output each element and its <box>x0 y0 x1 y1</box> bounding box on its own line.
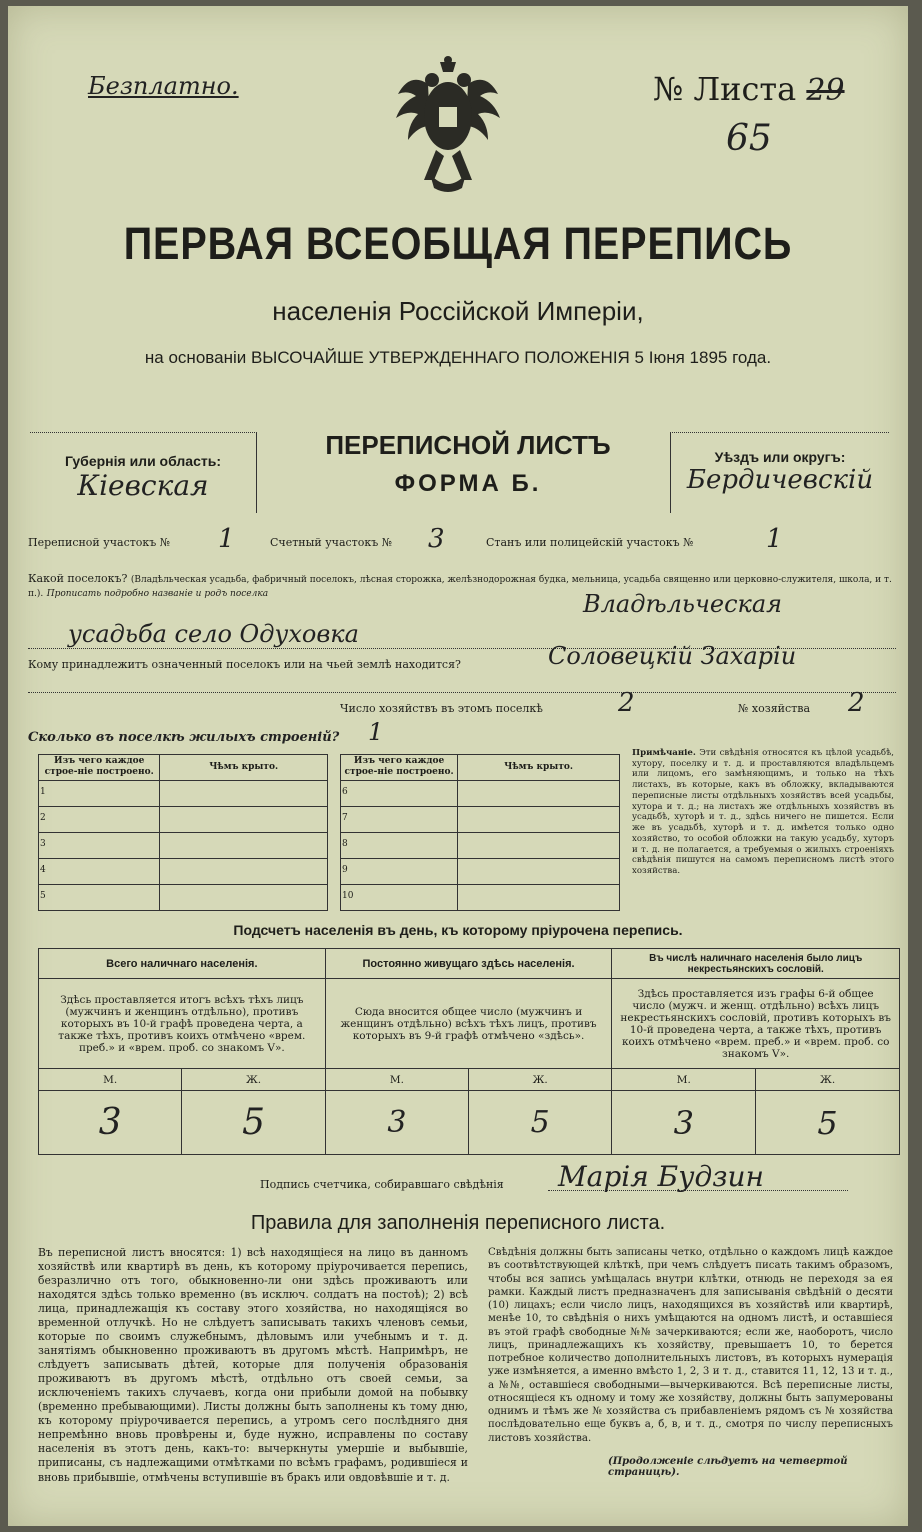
sheet-number-struck: 29 <box>806 73 845 108</box>
settlement-label: Какой поселокъ? <box>28 572 128 585</box>
population-nonpeasant-desc: Здѣсь проставляется изъ графы 6-й общее число (мужч. и женщ. отдѣльно) всѣхъ лицъ некрестьянскихъ сословій, противъ которыхъ въ 10-й проведена черта, а также тѣхъ, противъ коихъ отмѣчено «врем. преб.» и «врем. проб. со знакомъ V». <box>612 979 900 1069</box>
resident-female-count: 5 <box>469 1091 612 1155</box>
nonpeasant-female-count: 5 <box>756 1091 900 1155</box>
buildings-col-roof: Чѣмъ крыто. <box>160 755 328 781</box>
page-subtitle: населенія Россійской Имперіи, <box>272 296 644 326</box>
census-area-value: 1 <box>218 524 235 554</box>
province-box <box>30 432 257 513</box>
owner-line <box>28 692 896 693</box>
province-label: Губернія или область: <box>64 453 222 469</box>
rules-continued: (Продолженіе слѣдуетъ на четвертой страницѣ). <box>608 1456 848 1478</box>
note-title: Примѣчаніе. <box>632 748 696 758</box>
settlement-value-2: усадьба село Одуховка <box>68 620 359 648</box>
double-headed-eagle-emblem-icon <box>388 54 508 204</box>
total-male-count: 3 <box>39 1091 182 1155</box>
total-female-count: 5 <box>182 1091 325 1155</box>
buildings-table-left <box>38 754 328 911</box>
buildings-col-roof: Чѣмъ крыто. <box>458 755 620 781</box>
buildings-row-number: 2 <box>39 806 160 832</box>
buildings-row-number: 7 <box>341 806 458 832</box>
population-resident-title: Постоянно живущаго здѣсь населенія. <box>325 949 612 979</box>
rules-left-text: Въ переписной листъ вносятся: 1) всѣ находящіеся на лицо въ данномъ хозяйствѣ или квартирѣ въ день, къ которому пріурочивается перепись, безразлично отъ того, обыкновенно-ли они здѣсь проживаютъ или находятся здѣсь только временно (въ исключ. солдатъ на постоѣ); 2) всѣ лица, принадлежащія къ составу этого хозяйства, но находящіяся во временной отлучкѣ. Но не слѣдуетъ записывать такихъ членовъ семьи, которые по своимъ служебнымъ, дѣловымъ или учебнымъ и т. д. занятіямъ обыкновенно проживаютъ въ другомъ мѣстѣ. Напримѣръ, не слѣдуетъ записывать дѣтей, которые для полученія образованія проживаютъ въ другомъ мѣстѣ, отдѣльно отъ своей семьи, за исключеніемъ такихъ случаевъ, когда они прибыли домой на побывку (временно пребывающими). Листы должны быть заполнены къ тому дню, къ которому пріурочивается перепись, а утромъ сего послѣдняго дня непремѣнно вновь провѣрены и, буде нужно, исправлены по составу населенія въ этотъ день, какъ-то: вычеркнуты умершіе и выбывшіе, приписаны, съ надлежащими отмѣтками по всѣмъ графамъ, родившіеся и вновь прибывшіе, отмѣчены вступившіе въ бракъ или овдовѣвшіе и т. д. <box>38 1246 468 1484</box>
household-no-label: № хозяйства <box>738 702 810 715</box>
rules-title: Правила для заполненія переписного листа. <box>250 1212 666 1234</box>
district-box <box>670 432 889 513</box>
buildings-row-number: 1 <box>39 780 160 806</box>
owner-label: Кому принадлежитъ означенный поселокъ или на чьей землѣ находится? <box>28 658 461 671</box>
buildings-row-number: 6 <box>341 780 458 806</box>
buildings-row-number: 4 <box>39 858 160 884</box>
note <box>632 748 894 877</box>
police-area-label: Станъ или полицейскій участокъ № <box>486 536 694 549</box>
sheet-number <box>653 70 845 108</box>
note-text: Эти свѣдѣнія относятся къ цѣлой усадьбѣ, хутору, поселку и т. д. и проставляются владѣльцемъ или лицомъ, его замѣняющимъ, и только на тѣхъ листахъ, въ которые, какъ въ обложку, вкладываются переписные листы отдѣльныхъ хозяйствъ всей усадьбы, хутора и т. д.; на листахъ же отдѣльныхъ хозяйствъ въ усадьбѣ, хуторѣ и т. д., здѣсь ничего не пишется. Если же въ усадьбѣ, хуторѣ и т. д. имѣется только одно хозяйство, то особой обложки на такую усадьбу, хуторъ и т. д. не полагается, а требуемыя о жилыхъ строеніяхъ свѣдѣнія пишутся на самомъ переписномъ листѣ этого хозяйства. <box>632 748 895 877</box>
free-label: Безплатно. <box>88 72 239 100</box>
m-header: М. <box>325 1069 468 1091</box>
buildings-row-number: 3 <box>39 832 160 858</box>
nonpeasant-male-count: 3 <box>612 1091 756 1155</box>
signature-value: Марія Будзин <box>558 1160 764 1193</box>
buildings-row-number: 5 <box>39 884 160 910</box>
settlement-hint: (Владѣльческая усадьба, фабричный поселокъ, лѣсная сторожка, желѣзнодорожная будка, мельница, усадьба священно или церковно-служителя, школа, и т. п.). <box>28 575 892 600</box>
buildings-row-number: 10 <box>341 884 458 910</box>
population-nonpeasant-title: Въ числѣ наличнаго населенія было лицъ некрестьянскихъ сословій. <box>612 949 900 979</box>
households-value: 2 <box>618 688 635 718</box>
population-total-title: Всего наличнаго населенія. <box>39 949 326 979</box>
population-total-desc: Здѣсь проставляется итогъ всѣхъ тѣхъ лицъ (мужчинъ и женщинъ отдѣльно), противъ которыхъ въ 10-й графѣ проведена черта, а также тѣхъ, противъ коихъ отмѣчено «врем. преб.» и «врем. проб. со знакомъ V». <box>39 979 326 1069</box>
rules-right-text: Свѣдѣнія должны быть записаны четко, отдѣльно о каждомъ лицѣ каждое въ соотвѣтствующей клѣткѣ, при чемъ слѣдуетъ писать такимъ образомъ, чтобы вся запись умѣщалась внутри клѣтки, отнюдь не переходя за ея рамки. Каждый листъ предназначенъ для записыванія свѣдѣній о десяти (10) лицахъ; если число лицъ, находящихся въ хозяйствѣ или квартирѣ, менѣе 10, то свѣдѣнія о нихъ умѣщаются на одномъ листѣ, и оставшіеся въ этой графѣ свободные №№ зачеркиваются; если же, наоборотъ, число лицъ, принадлежащихъ къ хозяйству, превышаетъ 10, то берется потребное количество дополнительныхъ листовъ, въ которыхъ нумерація уже измѣняется, а именно вмѣсто 1, 2, 3 и т. д., ставится 11, 12, 13 и т. д., а №№, оставшіеся свободными—вычеркиваются. Всѣ переписные листы, относящіеся къ одному и тому же хозяйству, должны быть запумерованы однимъ и тѣмъ же № хозяйства съ прибавленіемъ рядомъ съ № хозяйства послѣдовательно еще буквъ а, б, в, и т. д., смотря по числу переписныхъ листовъ хозяйства. <box>488 1247 893 1444</box>
buildings-col-material: Изъ чего каждое строе-ніе построено. <box>39 755 160 781</box>
census-area-label: Переписной участокъ № <box>28 536 171 549</box>
m-header: М. <box>612 1069 756 1091</box>
f-header: Ж. <box>182 1069 325 1091</box>
household-no-value: 2 <box>848 688 865 718</box>
buildings-row-number: 8 <box>341 832 458 858</box>
district-value: Бердичевскій <box>686 465 874 495</box>
owner-value: Соловецкій Захаріи <box>548 642 797 670</box>
resident-male-count: 3 <box>325 1091 468 1155</box>
buildings-col-material: Изъ чего каждое строе-ніе построено. <box>341 755 458 781</box>
buildings-label: Сколько въ поселкѣ жилыхъ строеній? <box>28 730 340 745</box>
province-value: Кіевская <box>77 469 209 502</box>
count-area-value: 3 <box>428 524 445 554</box>
page-basis: на основаніи ВЫСОЧАЙШЕ УТВЕРЖДЕННАГО ПОЛОЖЕНІЯ 5 Іюня 1895 года. <box>144 348 772 367</box>
form-type: ФОРМА Б. <box>394 470 542 497</box>
settlement-value-1: Владѣльческая <box>583 590 783 618</box>
form-title: ПЕРЕПИСНОЙ ЛИСТЪ <box>325 430 611 460</box>
sheet-number-handwritten: 65 <box>726 118 772 159</box>
m-header: М. <box>39 1069 182 1091</box>
census-form-page <box>8 6 908 1526</box>
district-label: Уѣздъ или округъ: <box>714 449 846 465</box>
f-header: Ж. <box>756 1069 900 1091</box>
sheet-number-label: № Листа <box>653 70 797 108</box>
population-resident-desc: Сюда вносится общее число (мужчинъ и женщинъ отдѣльно) всѣхъ тѣхъ лицъ, противъ которыхъ въ 9-й графѣ отмѣчено «здѣсь». <box>325 979 612 1069</box>
population-table <box>38 948 900 1155</box>
count-area-label: Счетный участокъ № <box>270 536 393 549</box>
buildings-row-number: 9 <box>341 858 458 884</box>
buildings-table-right <box>340 754 620 911</box>
police-area-value: 1 <box>766 524 783 554</box>
buildings-value: 1 <box>368 718 384 746</box>
signature-label: Подпись счетчика, собиравшаго свѣдѣнія <box>260 1178 504 1191</box>
page-title: ПЕРВАЯ ВСЕОБЩАЯ ПЕРЕПИСЬ <box>123 218 793 269</box>
settlement-hint-italic: Прописать подробно названіе и родъ поселка <box>46 589 269 600</box>
households-label: Число хозяйствъ въ этомъ поселкѣ <box>340 702 543 715</box>
population-section-title: Подсчетъ населенія въ день, къ которому пріурочена перепись. <box>233 922 683 938</box>
f-header: Ж. <box>469 1069 612 1091</box>
signature-line <box>548 1190 848 1191</box>
